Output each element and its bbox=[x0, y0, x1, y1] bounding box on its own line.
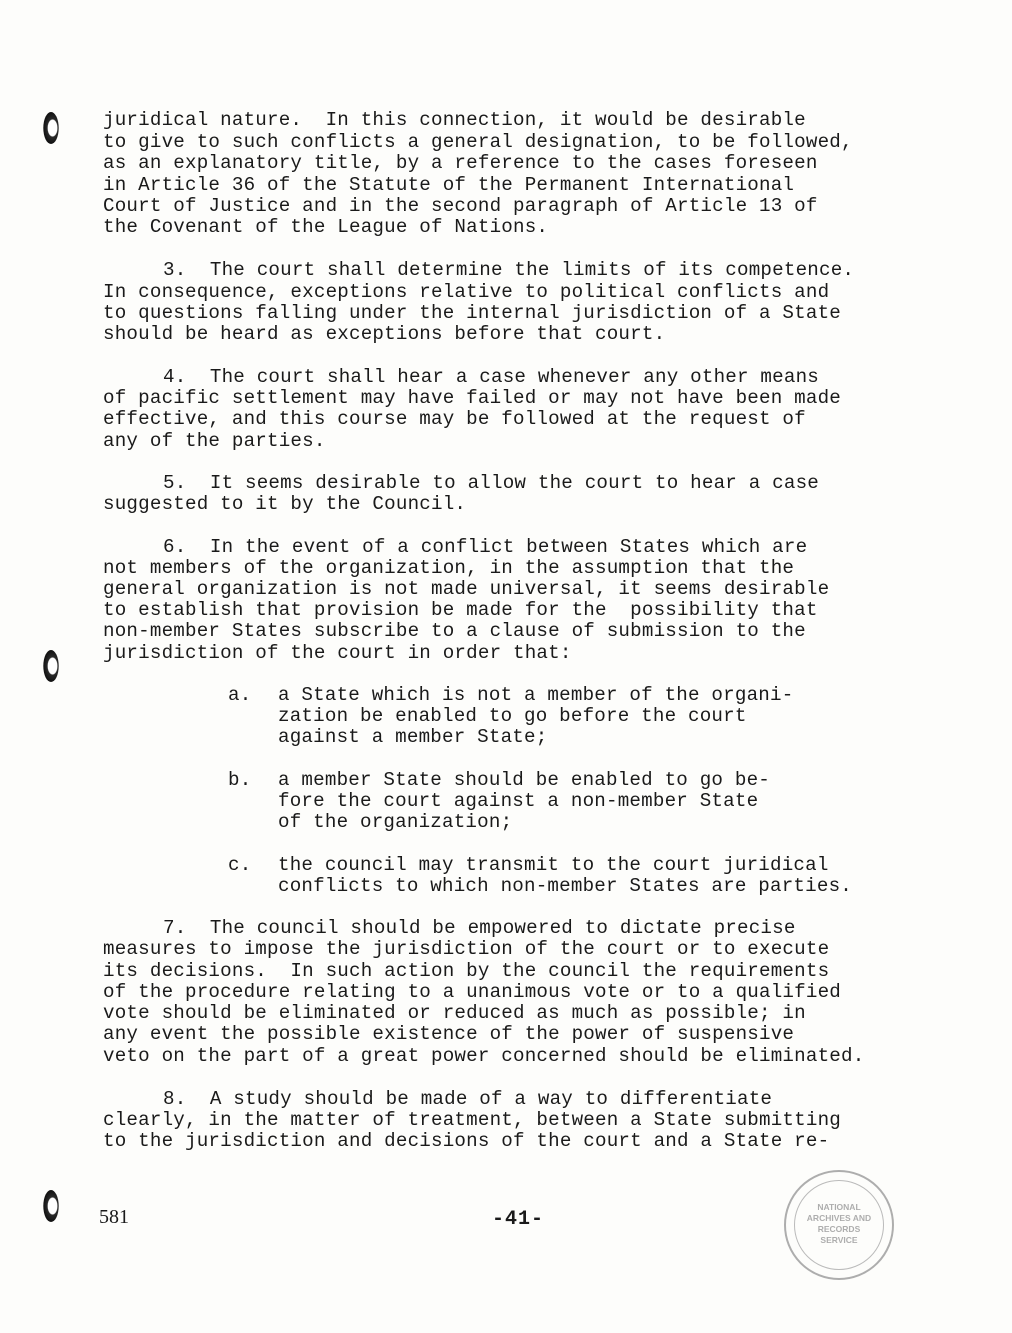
text-line: not members of the organization, in the assumption that the bbox=[103, 557, 795, 579]
binder-hole bbox=[43, 112, 58, 144]
text-line: in Article 36 of the Statute of the Permanent International bbox=[103, 174, 795, 196]
text-line: clearly, in the matter of treatment, between a State submitting bbox=[103, 1109, 842, 1131]
text-line: its decisions. In such action by the council the requirements bbox=[103, 960, 830, 982]
stamp-text: RECORDS bbox=[817, 1224, 861, 1234]
text-line: general organization is not made universal, it seems desirable bbox=[103, 578, 830, 600]
text-line: suggested to it by the Council. bbox=[103, 493, 467, 515]
text-line: any event the possible existence of the power of suspensive bbox=[103, 1023, 795, 1045]
list-marker: a. bbox=[228, 684, 252, 706]
text-line: a member State should be enabled to go be- bbox=[278, 769, 771, 791]
text-line: non-member States subscribe to a clause of submission to the bbox=[103, 620, 806, 642]
stamp-text: NATIONAL bbox=[817, 1202, 861, 1212]
list-marker: b. bbox=[228, 769, 252, 791]
text-line: should be heard as exceptions before that court. bbox=[103, 323, 666, 345]
text-line: vote should be eliminated or reduced as much as possible; in bbox=[103, 1002, 806, 1024]
text-line: against a member State; bbox=[278, 726, 548, 748]
text-line: the Covenant of the League of Nations. bbox=[103, 216, 549, 238]
text-line: to questions falling under the internal jurisdiction of a State bbox=[103, 302, 842, 324]
text-line: jurisdiction of the court in order that: bbox=[103, 642, 572, 664]
page-number: -41- bbox=[492, 1208, 545, 1231]
binder-hole bbox=[43, 650, 58, 682]
text-line: the council may transmit to the court juridical bbox=[278, 854, 829, 876]
archive-stamp bbox=[784, 1170, 894, 1280]
text-line: measures to impose the jurisdiction of the court or to execute bbox=[103, 938, 830, 960]
list-marker: c. bbox=[228, 854, 252, 876]
stamp-text: ARCHIVES AND bbox=[806, 1213, 872, 1223]
binder-hole bbox=[43, 1190, 58, 1222]
text-line: effective, and this course may be followed at the request of bbox=[103, 408, 806, 430]
text-line: 5. It seems desirable to allow the court to hear a case bbox=[163, 472, 820, 494]
text-line: conflicts to which non-member States are parties. bbox=[278, 875, 853, 897]
text-line: of the procedure relating to a unanimous vote or to a qualified bbox=[103, 981, 842, 1003]
text-line: a State which is not a member of the organi- bbox=[278, 684, 794, 706]
text-line: as an explanatory title, by a reference to the cases foreseen bbox=[103, 152, 818, 174]
stamp-text: SERVICE bbox=[820, 1235, 858, 1245]
text-line: to the jurisdiction and decisions of the court and a State re- bbox=[103, 1130, 830, 1152]
text-line: In consequence, exceptions relative to political conflicts and bbox=[103, 281, 830, 303]
text-line: fore the court against a non-member State bbox=[278, 790, 759, 812]
text-line: 7. The council should be empowered to dictate precise bbox=[163, 917, 796, 939]
text-line: of the organization; bbox=[278, 811, 513, 833]
text-line: any of the parties. bbox=[103, 430, 326, 452]
text-line: zation be enabled to go before the court bbox=[278, 705, 747, 727]
text-line: 3. The court shall determine the limits of its competence. bbox=[163, 259, 855, 281]
text-line: of pacific settlement may have failed or may not have been made bbox=[103, 387, 842, 409]
text-line: 8. A study should be made of a way to differentiate bbox=[163, 1088, 773, 1110]
text-line: to establish that provision be made for the possibility that bbox=[103, 599, 818, 621]
text-line: to give to such conflicts a general designation, to be followed, bbox=[103, 131, 853, 153]
text-line: juridical nature. In this connection, it would be desirable bbox=[103, 109, 806, 131]
text-line: 6. In the event of a conflict between States which are bbox=[163, 536, 808, 558]
text-line: Court of Justice and in the second paragraph of Article 13 of bbox=[103, 195, 818, 217]
text-line: veto on the part of a great power concerned should be eliminated. bbox=[103, 1045, 865, 1067]
document-number: 581 bbox=[99, 1206, 129, 1228]
text-line: 4. The court shall hear a case whenever any other means bbox=[163, 366, 820, 388]
